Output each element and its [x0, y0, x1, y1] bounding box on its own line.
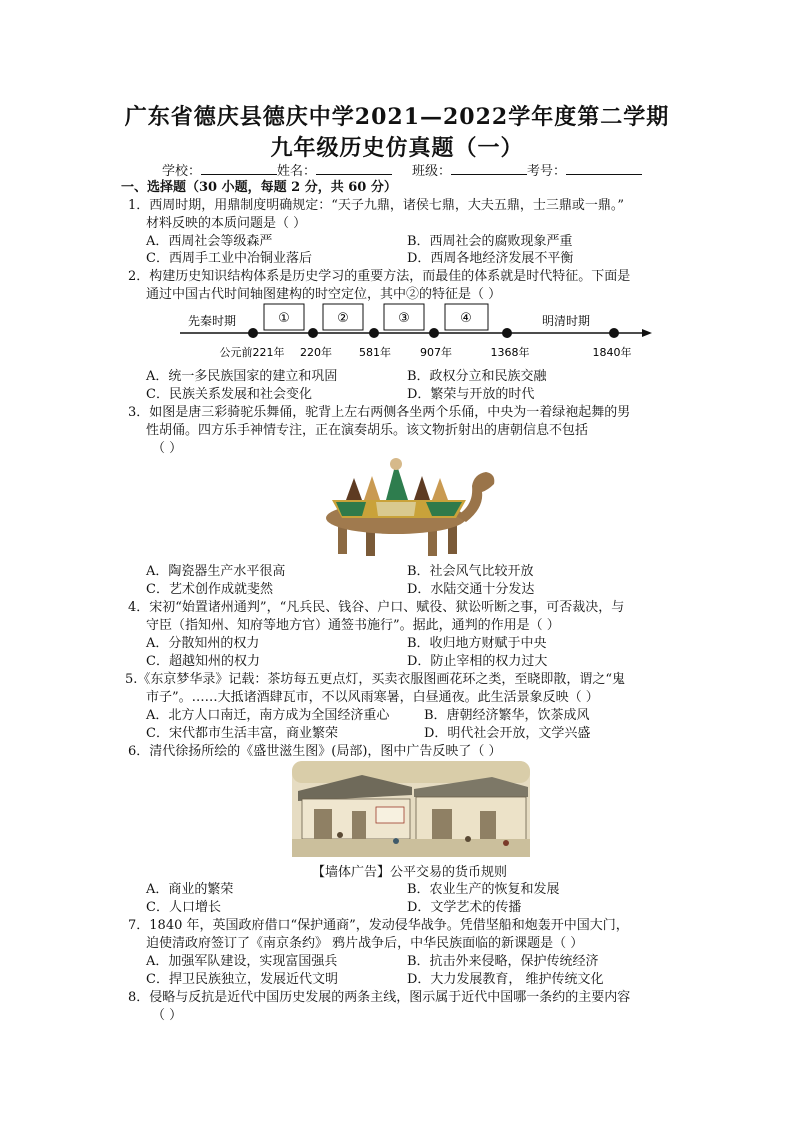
q7-stem-line2: 迫使清政府签订了《南京条约》 鸦片战争后，中华民族面临的新课题是（ ）: [146, 936, 584, 951]
q2-option-d[interactable]: D．繁荣与开放的时代: [407, 387, 535, 402]
q3-option-b[interactable]: B．社会风气比较开放: [407, 564, 534, 579]
exam-title-line1: 广东省德庆县德庆中学2021—2022学年度第二学期: [124, 104, 670, 130]
q7-option-b[interactable]: B．抗击外来侵略，保护传统经济: [407, 954, 599, 969]
q5-stem-line2: 市子”。……大抵诸酒肆瓦市，不以风雨寒暑，白昼通夜。此生活景象反映（ ）: [146, 690, 599, 705]
timeline-left-label: 先秦时期: [188, 314, 237, 328]
q7-stem-line1: 7．1840 年，英国政府借口“保护通商”，发动侵华战争。凭借坚船和炮轰开中国大门，: [128, 918, 629, 933]
exam-no-blank[interactable]: [566, 162, 642, 175]
q2-stem-line2: 通过中国古代时间轴图建构的时空定位，其中②的特征是（ ）: [146, 287, 502, 302]
q2-option-b[interactable]: B．政权分立和民族交融: [407, 369, 547, 384]
q6-stem-line1: 6．清代徐扬所绘的《盛世滋生图》(局部)，图中广告反映了（ ）: [128, 744, 502, 759]
q1-option-a[interactable]: A．西周社会等级森严: [146, 234, 273, 249]
timeline-dot: [308, 328, 318, 338]
q2-stem-line1: 2．构建历史知识结构体系是历史学习的重要方法，而最佳的体系就是时代特征。下面是: [128, 269, 631, 284]
q3-option-d[interactable]: D．水陆交通十分发达: [407, 582, 535, 597]
q6-option-a[interactable]: A．商业的繁荣: [146, 882, 234, 897]
timeline-box-4-label: ④: [460, 311, 472, 326]
timeline-box-2-label: ②: [337, 311, 349, 326]
timeline-box-1-label: ①: [278, 311, 290, 326]
timeline-box-3-label: ③: [398, 311, 410, 326]
q6-option-c[interactable]: C．人口增长: [146, 900, 221, 915]
q6-option-d[interactable]: D．文学艺术的传播: [407, 900, 522, 915]
class-blank[interactable]: [451, 162, 527, 175]
section-heading: 一、选择题（30 小题，每题 2 分，共 60 分）: [121, 180, 397, 195]
exam-title-line2: 九年级历史仿真题（一）: [270, 135, 524, 161]
student-info-row: [162, 160, 642, 179]
timeline-dot: [429, 328, 439, 338]
school-blank[interactable]: [201, 162, 277, 175]
q2-option-c[interactable]: C．民族关系发展和社会变化: [146, 387, 312, 402]
shengshi-zisheng-painting: [292, 761, 530, 857]
q4-option-a[interactable]: A．分散知州的权力: [146, 636, 260, 651]
school-label: 学校：: [162, 164, 202, 179]
q2-option-a[interactable]: A．统一多民族国家的建立和巩固: [146, 369, 338, 384]
timeline-tick-label: 公元前221年: [219, 346, 285, 359]
timeline-tick-label: 907年: [420, 346, 452, 359]
q8-stem-line2: （ ）: [152, 1008, 183, 1023]
q6-option-b[interactable]: B．农业生产的恢复和发展: [407, 882, 560, 897]
timeline-dot: [502, 328, 512, 338]
q1-option-d[interactable]: D．西周各地经济发展不平衡: [407, 251, 574, 266]
name-label: 姓名：: [277, 164, 317, 179]
q3-stem-line1: 3．如图是唐三彩骑驼乐舞俑，驼背上左右两侧各坐两个乐俑，中央为一着绿袍起舞的男: [128, 405, 631, 420]
timeline-tick-label: 220年: [300, 346, 332, 359]
q5-option-d[interactable]: D．明代社会开放，文学兴盛: [424, 726, 591, 741]
name-blank[interactable]: [316, 162, 392, 175]
timeline-dot: [369, 328, 379, 338]
q8-stem-line1: 8．侵略与反抗是近代中国历史发展的两条主线，图示属于近代中国哪一条约的主要内容: [128, 990, 631, 1005]
q1-option-c[interactable]: C．西周手工业中冶铜业落后: [146, 251, 312, 266]
q1-option-b[interactable]: B．西周社会的腐败现象严重: [407, 234, 573, 249]
q7-option-c[interactable]: C．捍卫民族独立，发展近代文明: [146, 972, 338, 987]
q3-stem-line3: （ ）: [152, 441, 183, 456]
q5-stem-line1: 5.《东京梦华录》记载：茶坊每五更点灯，买卖衣服图画花环之类，至晓即散，谓之“鬼: [125, 672, 626, 687]
q7-option-d[interactable]: D．大力发展教育， 维护传统文化: [407, 972, 604, 987]
tang-sancai-camel-figure: [296, 456, 502, 560]
timeline-diagram: [170, 300, 660, 366]
q5-option-c[interactable]: C．宋代都市生活丰富，商业繁荣: [146, 726, 338, 741]
timeline-dot: [609, 328, 619, 338]
q4-stem-line2: 守臣（指知州、知府等地方官）通签书施行”。据此，通判的作用是（ ）: [146, 618, 560, 633]
q5-option-b[interactable]: B．唐朝经济繁华，饮茶成风: [424, 708, 590, 723]
q6-image-caption: 【墙体广告】公平交易的货币规则: [312, 865, 508, 880]
timeline-dot: [248, 328, 258, 338]
q4-option-c[interactable]: C．超越知州的权力: [146, 654, 260, 669]
class-label: 班级：: [412, 164, 452, 179]
q1-stem-line1: 1．西周时期，用鼎制度明确规定：“天子九鼎，诸侯七鼎，大夫五鼎，士三鼎或一鼎。”: [128, 198, 625, 213]
q3-option-a[interactable]: A．陶瓷器生产水平很高: [146, 564, 286, 579]
timeline-right-label: 明清时期: [542, 314, 591, 328]
exam-no-label: 考号：: [527, 164, 567, 179]
q4-option-b[interactable]: B．收归地方财赋于中央: [407, 636, 547, 651]
q4-stem-line1: 4．宋初“始置诸州通判”，“凡兵民、钱谷、户口、赋役、狱讼听断之事，可否裁决，与: [128, 600, 625, 615]
q4-option-d[interactable]: D．防止宰相的权力过大: [407, 654, 548, 669]
q7-option-a[interactable]: A．加强军队建设，实现富国强兵: [146, 954, 338, 969]
q5-option-a[interactable]: A．北方人口南迁，南方成为全国经济重心: [146, 708, 390, 723]
timeline-tick-label: 1368年: [490, 346, 530, 359]
timeline-tick-label: 1840年: [592, 346, 632, 359]
q1-stem-line2: 材料反映的本质问题是（ ）: [146, 216, 307, 231]
timeline-tick-label: 581年: [359, 346, 391, 359]
timeline-arrow-icon: [642, 329, 652, 337]
q3-stem-line2: 性胡俑。四方乐手神情专注，正在演奏胡乐。该文物折射出的唐朝信息不包括: [146, 423, 589, 438]
q3-option-c[interactable]: C．艺术创作成就斐然: [146, 582, 273, 597]
